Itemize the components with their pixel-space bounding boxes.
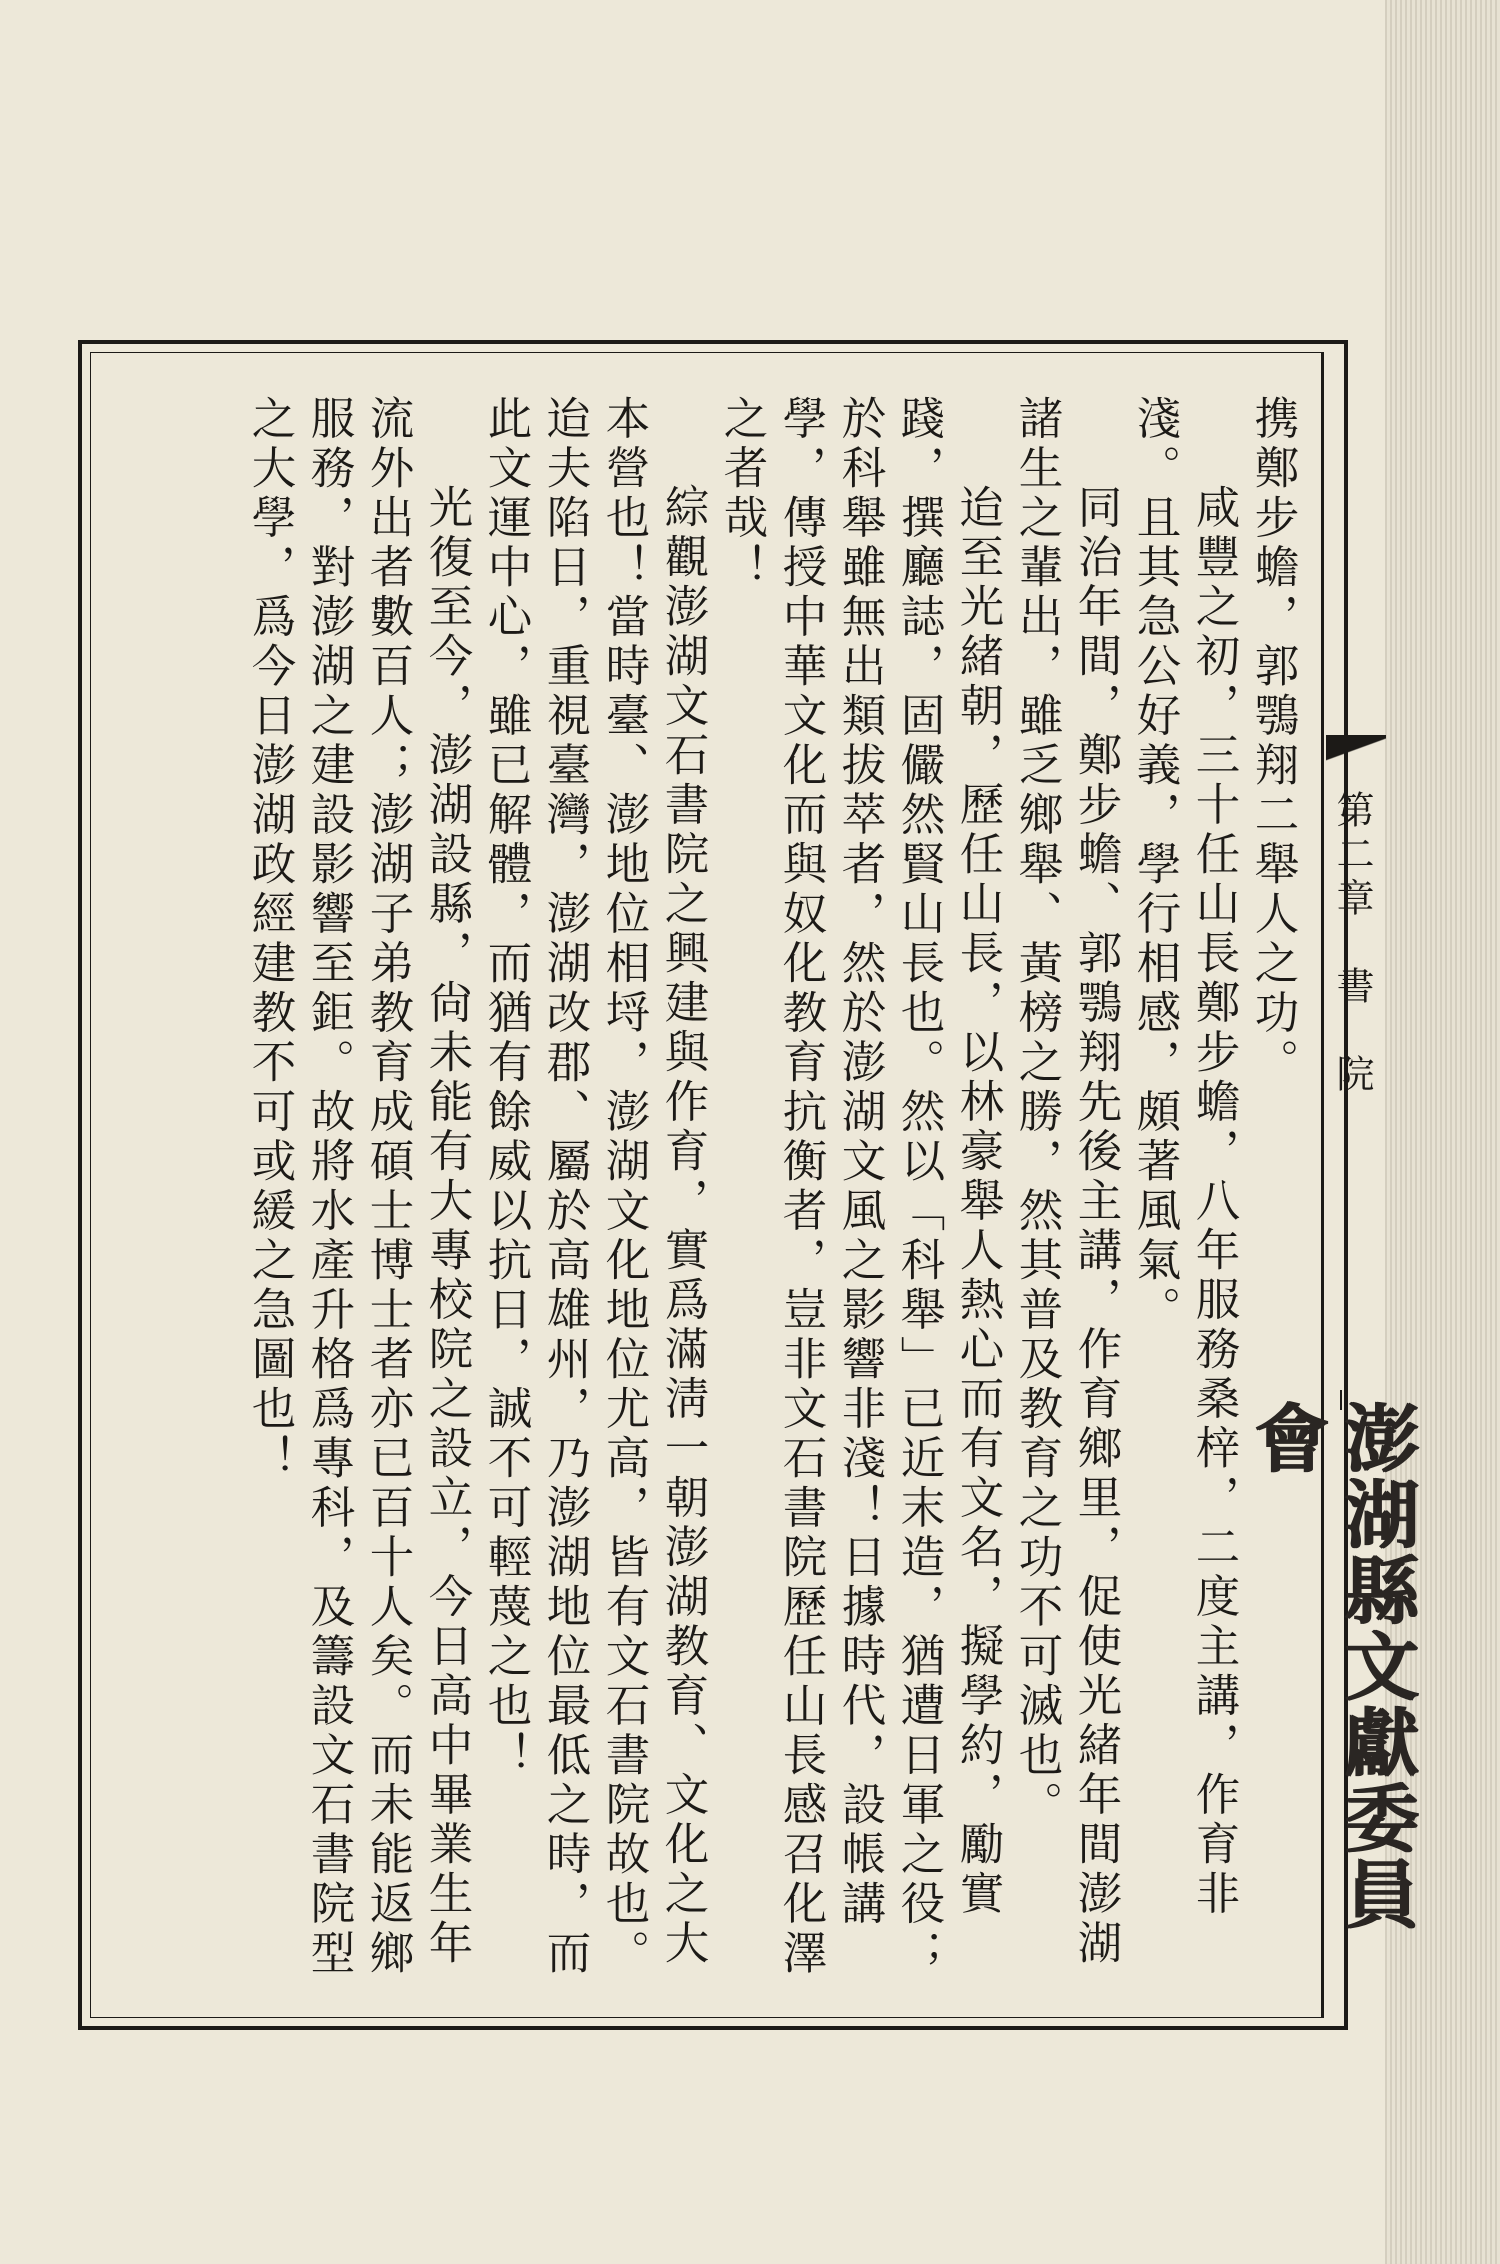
paragraph-3: 同治年間，鄭步蟾、郭鶚翔先後主講，作育鄉里，促使光緒年間澎湖諸生之輩出，雖乏鄉舉、黃榜之勝，然其普及教育之功不可滅也。 [1011,395,1121,1969]
paragraph-5: 綜觀澎湖文石書院之興建與作育，實爲滿淸一朝澎湖教育、文化之大本營也！當時臺、澎地位相埒，澎湖文化地位尤高，皆有文石書院故也。迨夫陷日，重視臺灣，澎湖改郡、屬於高雄州，乃澎湖地位最低之時，而此文運中心，雖已解體，而猶有餘威以抗日，誠不可輕蔑之也！ [480,395,708,1979]
body-text [112,395,1302,1985]
chapter-label: 第二章 [1330,790,1374,922]
header-divider [1322,352,1324,2018]
section-label: 書 院 [1330,966,1374,1098]
running-header [1328,790,1376,1190]
paragraph-4: 迨至光緒朝，歷任山長，以林豪舉人熱心而有文名，擬學約，勵實踐，撰廳誌，固儼然賢山長也。然以「科舉」已近末造，猶遭日軍之役；於科舉雖無出類拔萃者，然於澎湖文風之影響非淺！日據時代，設帳講學，傳授中華文化而與奴化教育抗衡者，豈非文石書院歷任山長感召化澤之者哉！ [716,395,1003,1979]
paragraph-2: 咸豐之初，三十任山長鄭步蟾，八年服務桑梓，二度主講，作育非淺。且其急公好義，學行相感，頗著風氣。 [1129,395,1239,1920]
publisher-name: 澎湖縣文獻委員會 [1242,1400,1418,1932]
header-tab-mark [1326,735,1386,775]
paragraph-1: 携鄭步蟾，郭鶚翔二舉人之功。 [1247,395,1298,1088]
paragraph-6: 光復至今，澎湖設縣，尙未能有大專校院之設立，今日高中畢業生年流外出者數百人；澎湖子弟教育成碩士博士者亦已百十人矣。而未能返鄉服務，對澎湖之建設影響至鉅。故將水產升格爲專科，及籌設文石書院型之大學，爲今日澎湖政經建教不可或緩之急圖也！ [244,395,472,1979]
